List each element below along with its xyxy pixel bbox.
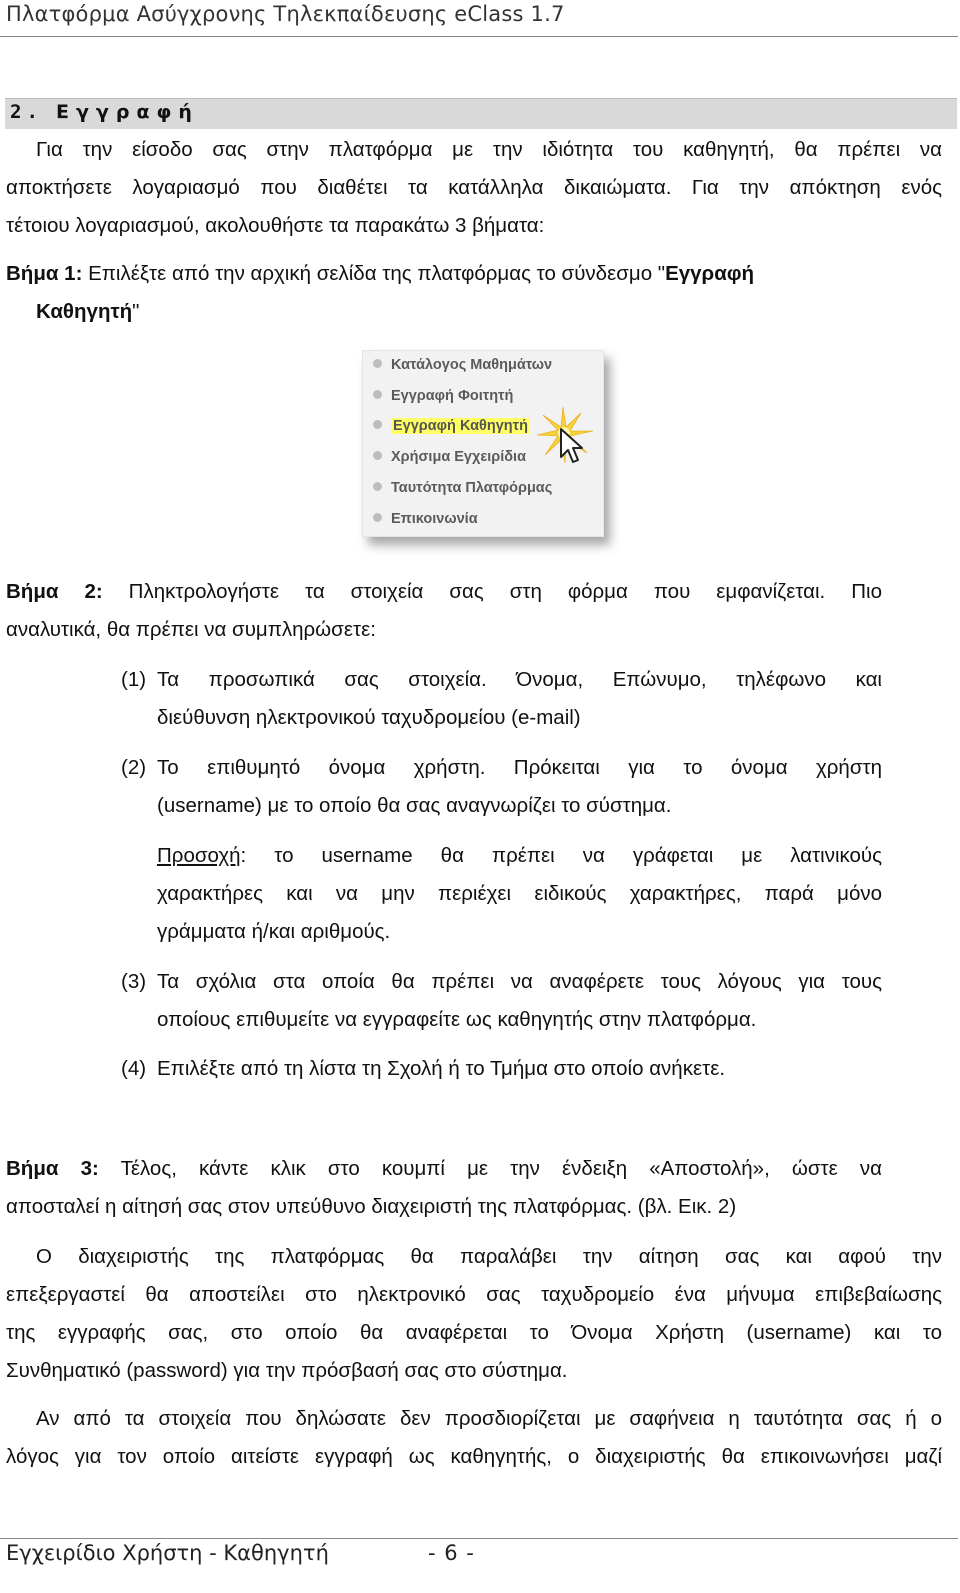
step1-link-text: Εγγραφή bbox=[665, 262, 755, 285]
section-number: 2. bbox=[10, 101, 43, 123]
step1-paragraph bbox=[6, 262, 754, 286]
section-title: Εγγραφή bbox=[56, 101, 199, 123]
step2-line-2: αναλυτικά, θα πρέπει να συμπληρώσετε: bbox=[6, 618, 376, 641]
item-4-line-1: Επιλέξτε από τη λίστα τη Σχολή ή το Τμήμα στο οποίο ανήκετε. bbox=[157, 1057, 726, 1080]
note-label: Προσοχή bbox=[157, 844, 241, 867]
step3-line-1 bbox=[6, 1157, 882, 1181]
item-1-line-1: Τα προσωπικά σας στοιχεία. Όνομα, Επώνυμο, τηλέφωνο και bbox=[157, 668, 882, 691]
last-line-2: λόγος για τον οποίο αιτείστε εγγραφή ως καθηγητής, ο διαχειριστής θα επικοινωνήσει μαζί bbox=[6, 1445, 942, 1468]
bullet-icon bbox=[373, 482, 382, 491]
item-3-line-2: οποίους επιθυμείτε να εγγραφείτε ως καθηγητής στην πλατφόρμα. bbox=[157, 1008, 757, 1031]
step2-line-1 bbox=[6, 580, 882, 604]
step3-label: Βήμα 3: bbox=[6, 1157, 99, 1180]
item-2-number: (2) bbox=[121, 756, 147, 779]
page-number: - 6 - bbox=[428, 1541, 475, 1565]
item-1-line-2: διεύθυνση ηλεκτρονικού ταχυδρομείου (e-mail) bbox=[157, 706, 581, 729]
admin-line-3: της εγγραφής σας, στο οποίο θα αναφέρεται το Όνομα Χρήστη (username) και το bbox=[6, 1321, 942, 1344]
menu-item-contact[interactable]: Επικοινωνία bbox=[373, 511, 478, 533]
menu-screenshot-figure bbox=[362, 350, 604, 537]
step1-end-quote: " bbox=[132, 300, 140, 323]
bullet-icon bbox=[373, 359, 382, 368]
item-2-line-1: Το επιθυμητό όνομα χρήστη. Πρόκειται για το όνομα χρήστη bbox=[157, 756, 882, 779]
bullet-icon bbox=[373, 390, 382, 399]
step3-line-2: αποσταλεί η αίτησή σας στον υπεύθυνο διαχειριστή της πλατφόρμας. (βλ. Εικ. 2) bbox=[6, 1195, 737, 1218]
menu-item-useful-manuals[interactable]: Χρήσιμα Εγχειρίδια bbox=[373, 449, 526, 471]
item-4-number: (4) bbox=[121, 1057, 147, 1080]
intro-line-1: Για την είσοδο σας στην πλατφόρμα με την ιδιότητα του καθηγητή, θα πρέπει να bbox=[36, 138, 942, 161]
footer-divider bbox=[0, 1538, 958, 1539]
bullet-icon bbox=[373, 513, 382, 522]
bullet-icon bbox=[373, 451, 382, 460]
note-text-1: : το username θα πρέπει να γράφεται με λατινικούς bbox=[240, 844, 882, 867]
admin-line-4: Συνθηματικό (password) για την πρόσβασή σας στο σύστημα. bbox=[6, 1359, 568, 1382]
item-1-number: (1) bbox=[121, 668, 147, 691]
note-line-1 bbox=[157, 844, 882, 868]
step1-label: Βήμα 1: bbox=[6, 262, 83, 285]
note-line-3: γράμματα ή/και αριθμούς. bbox=[157, 920, 391, 943]
last-line-1: Αν από τα στοιχεία που δηλώσατε δεν προσδιορίζεται με σαφήνεια η ταυτότητα σας ή ο bbox=[36, 1407, 942, 1430]
menu-item-course-catalog[interactable]: Κατάλογος Μαθημάτων bbox=[373, 357, 552, 379]
menu-item-student-registration[interactable]: Εγγραφή Φοιτητή bbox=[373, 388, 513, 410]
menu-item-platform-identity[interactable]: Ταυτότητα Πλατφόρμας bbox=[373, 480, 552, 502]
item-3-number: (3) bbox=[121, 970, 147, 993]
mouse-cursor-icon bbox=[559, 427, 585, 465]
step1-text: Επιλέξτε από την αρχική σελίδα της πλατφόρμας το σύνδεσμο " bbox=[88, 262, 666, 285]
step1-line-2 bbox=[36, 300, 139, 324]
document-header-title: Πλατφόρμα Ασύγχρονης Τηλεκπαίδευσης eClass 1.7 bbox=[6, 2, 565, 26]
item-2-line-2: (username) με το οποίο θα σας αναγνωρίζει το σύστημα. bbox=[157, 794, 672, 817]
intro-line-2: αποκτήσετε λογαριασμό που διαθέτει τα κατάλληλα δικαιώματα. Για την απόκτηση ενός bbox=[6, 176, 942, 199]
admin-line-2: επεξεργαστεί θα αποστείλει στο ηλεκτρονικό σας ταχυδρομείο ένα μήνυμα επιβεβαίωσης bbox=[6, 1283, 942, 1306]
note-line-2: χαρακτήρες και να μην περιέχει ειδικούς χαρακτήρες, παρά μόνο bbox=[157, 882, 882, 905]
step2-text: Πληκτρολογήστε τα στοιχεία σας στη φόρμα που εμφανίζεται. Πιο bbox=[128, 580, 882, 603]
bullet-icon bbox=[373, 420, 382, 429]
step2-label: Βήμα 2: bbox=[6, 580, 103, 603]
footer-title: Εγχειρίδιο Χρήστη - Καθηγητή bbox=[6, 1541, 329, 1565]
admin-line-1: Ο διαχειριστής της πλατφόρμας θα παραλάβει την αίτηση σας και αφού την bbox=[36, 1245, 942, 1268]
menu-item-teacher-registration[interactable]: Εγγραφή Καθηγητή bbox=[373, 418, 530, 440]
header-divider bbox=[0, 36, 958, 37]
item-3-line-1: Τα σχόλια στα οποία θα πρέπει να αναφέρετε τους λόγους για τους bbox=[157, 970, 882, 993]
step1-link-text-2: Καθηγητή bbox=[36, 300, 133, 323]
step3-text: Τέλος, κάντε κλικ στο κουμπί με την ένδειξη «Αποστολή», ώστε να bbox=[120, 1157, 882, 1180]
intro-line-3: τέτοιου λογαριασμού, ακολουθήστε τα παρακάτω 3 βήματα: bbox=[6, 214, 545, 237]
